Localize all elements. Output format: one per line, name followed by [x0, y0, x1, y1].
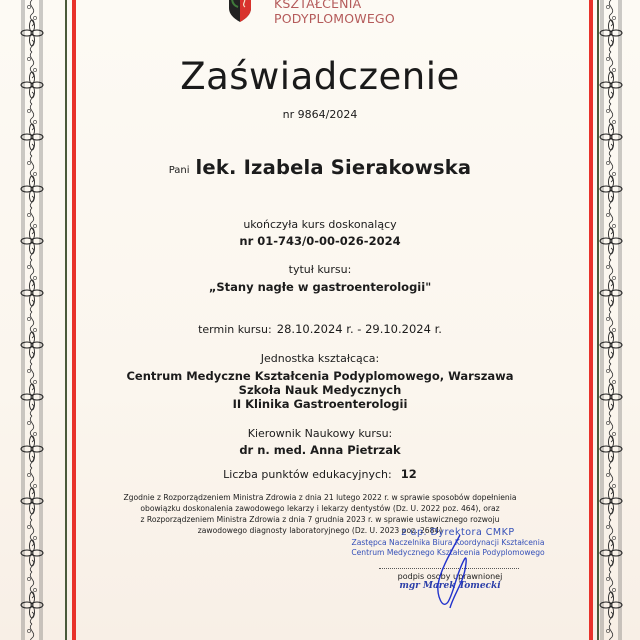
certificate-number: nr 9864/2024 [282, 108, 358, 121]
unit-line: Centrum Medyczne Kształcenia Podyplomowego, Warszawa [126, 369, 514, 383]
stamp-line: Zastępca Naczelnika Biura Koordynacji Kształcenia [351, 538, 545, 547]
salutation: Pani [168, 165, 190, 176]
points-value: 12 [400, 467, 417, 481]
logo-line-1: KSZTAŁCENIA [274, 0, 362, 11]
legal-line: Zgodnie z Rozporządzeniem Ministra Zdrowia z dnia 21 lutego 2022 r. w sprawie sposobów dopełnienia [123, 493, 517, 502]
unit-label: Jednostka kształcąca: [260, 352, 380, 365]
scientific-head-name: dr n. med. Anna Pietrzak [239, 443, 401, 457]
logo-line-2: PODYPLOMOWEGO [274, 11, 395, 26]
course-title-label: tytuł kursu: [288, 263, 352, 276]
recipient-line [0, 156, 640, 179]
recipient-name: lek. Izabela Sierakowska [195, 156, 472, 179]
signature-label: podpis osoby uprawnionej [397, 572, 503, 581]
certificate-title: Zaświadczenie [180, 55, 460, 98]
term-line [0, 318, 640, 337]
legal-line: obowiązku doskonalenia zawodowego lekarzy i lekarzy dentystów (Dz. U. 2022 poz. 464), oraz [140, 504, 500, 513]
stamp-line: z up. Dyrektora CMKP [401, 527, 515, 538]
stamp-line: Centrum Medycznego Kształcenia Podyplomowego [351, 548, 545, 557]
scientific-head-label: Kierownik Naukowy kursu: [247, 427, 393, 440]
signatory-name: mgr Marek Tomecki [399, 581, 501, 591]
legal-line: zawodowego diagnosty laboratoryjnego (Dz. U. 2023 poz. 2684) [197, 526, 443, 535]
course-number: nr 01-743/0-00-026-2024 [239, 234, 401, 248]
cmkp-shield-icon [228, 0, 252, 22]
header-logo [228, 0, 395, 26]
term-label: termin kursu: [198, 323, 272, 336]
completed-text: ukończyła kurs doskonalący [243, 218, 397, 231]
term-value: 28.10.2024 r. - 29.10.2024 r. [276, 322, 442, 336]
unit-line: Szkoła Nauk Medycznych [238, 383, 402, 397]
unit-line: II Klinika Gastroenterologii [232, 397, 408, 411]
points-line [0, 463, 640, 482]
handwritten-signature-icon [430, 530, 480, 615]
points-label: Liczba punktów edukacyjnych: [223, 468, 392, 481]
course-title: „Stany nagłe w gastroenterologii" [208, 280, 432, 294]
legal-line: z Rozporządzeniem Ministra Zdrowia z dnia 7 grudnia 2023 r. w sprawie ustawicznego rozwoju [140, 515, 500, 524]
